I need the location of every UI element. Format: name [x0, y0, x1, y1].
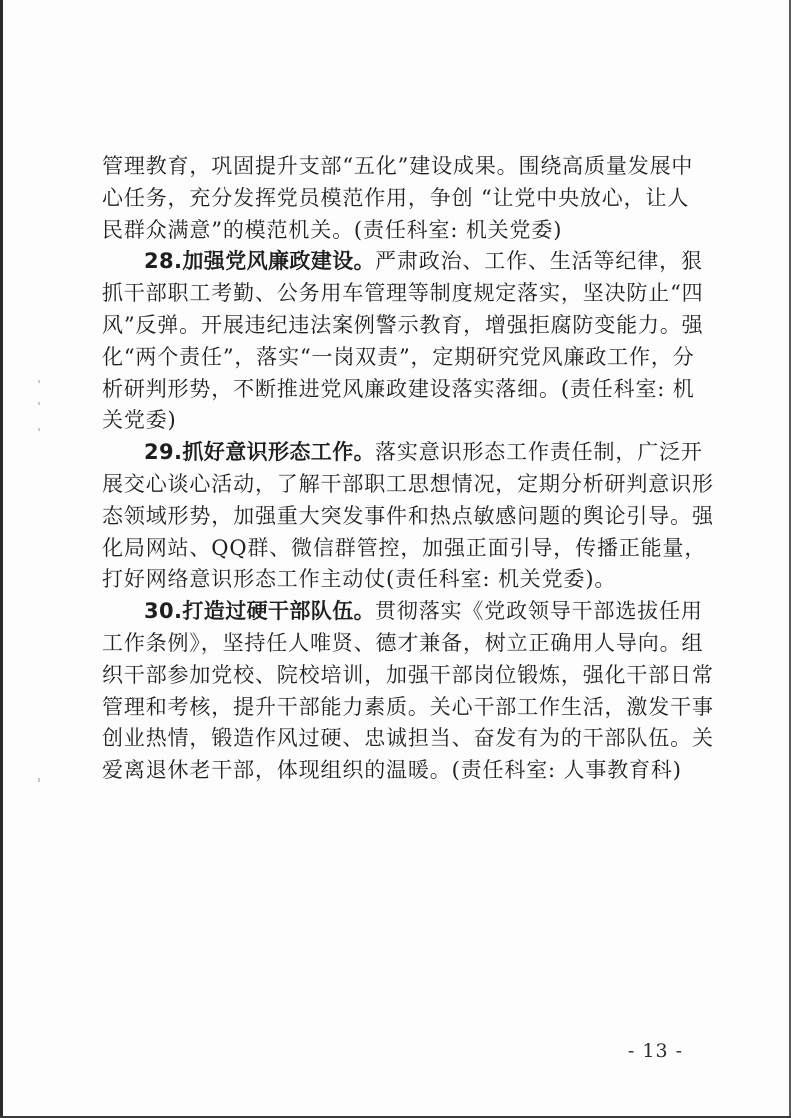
paragraph-28-line-2: 抓干部职工考勤、公务用车管理等制度规定落实，坚决防止“四: [102, 281, 704, 306]
paragraph-30-line-5: 创业热情，锻造作风过硬、忠诚担当、奋发有为的干部队伍。关: [102, 726, 714, 751]
paragraph-29-line-5: 打好网络意识形态工作主动仗(责任科室: 机关党委)。: [102, 567, 617, 592]
document-body: [102, 151, 714, 787]
paragraph-30-line-3: 织干部参加党校、院校培训，加强干部岗位锻炼，强化干部日常: [102, 662, 714, 687]
paragraph-30-line-1: [102, 596, 703, 627]
paragraph-28-heading: 28.加强党风廉政建设。: [144, 249, 376, 274]
paragraph-30-line-2: 工作条例》，坚持任人唯贤、德才兼备，树立正确用人导向。组: [102, 630, 704, 655]
paragraph-1-line-3: 民群众满意”的模范机关。(责任科室: 机关党委): [102, 217, 563, 242]
paragraph-29-heading: 29.抓好意识形态工作。: [144, 440, 376, 465]
paragraph-28-line-1-text: 严肃政治、工作、生活等纪律，狠: [375, 249, 703, 274]
paragraph-28-line-4: 化“两个责任”，落实“一岗双责”，定期研究党风廉政工作，分: [102, 344, 695, 369]
paragraph-30-heading: 30.打造过硬干部队伍。: [144, 599, 376, 624]
paragraph-28-line-6: 关党委): [102, 408, 177, 433]
paragraph-30-line-1-text: 贯彻落实《党政领导干部选拔任用: [375, 599, 703, 624]
scan-speck: [38, 778, 40, 782]
paragraph-30-line-4: 管理和考核，提升干部能力素质。关心干部工作生活，激发干事: [102, 694, 714, 719]
scan-speck: [38, 380, 40, 383]
scan-speck: [38, 428, 40, 431]
page-number: - 13 -: [627, 1040, 683, 1062]
paragraph-29-line-3: 态领域形势，加强重大突发事件和热点敏感问题的舆论引导。强: [102, 503, 714, 528]
scan-edge-left: [0, 0, 3, 1118]
paragraph-29-line-4: 化局网站、QQ群、微信群管控，加强正面引导，传播正能量，: [102, 535, 707, 560]
scan-speck: [38, 402, 40, 405]
paragraph-28-line-3: 风”反弹。开展违纪违法案例警示教育，增强拒腐防变能力。强: [102, 312, 704, 337]
paragraph-29-line-2: 展交心谈心活动，了解干部职工思想情况，定期分析研判意识形: [102, 471, 714, 496]
paragraph-29-line-1: [102, 437, 703, 468]
paragraph-28-line-1: [102, 246, 703, 277]
paragraph-30-line-6: 爱离退休老干部，体现组织的温暖。(责任科室: 人事教育科): [102, 758, 682, 783]
paragraph-1-line-1: 管理教育，巩固提升支部“五化”建设成果。围绕高质量发展中: [102, 154, 694, 178]
paragraph-1-line-2: 心任务，充分发挥党员模范作用，争创 “让党中央放心，让人: [102, 185, 690, 210]
paragraph-28-line-5: 析研判形势，不断推进党风廉政建设落实落细。(责任科室: 机: [102, 376, 695, 401]
paragraph-29-line-1-text: 落实意识形态工作责任制，广泛开: [375, 440, 703, 465]
